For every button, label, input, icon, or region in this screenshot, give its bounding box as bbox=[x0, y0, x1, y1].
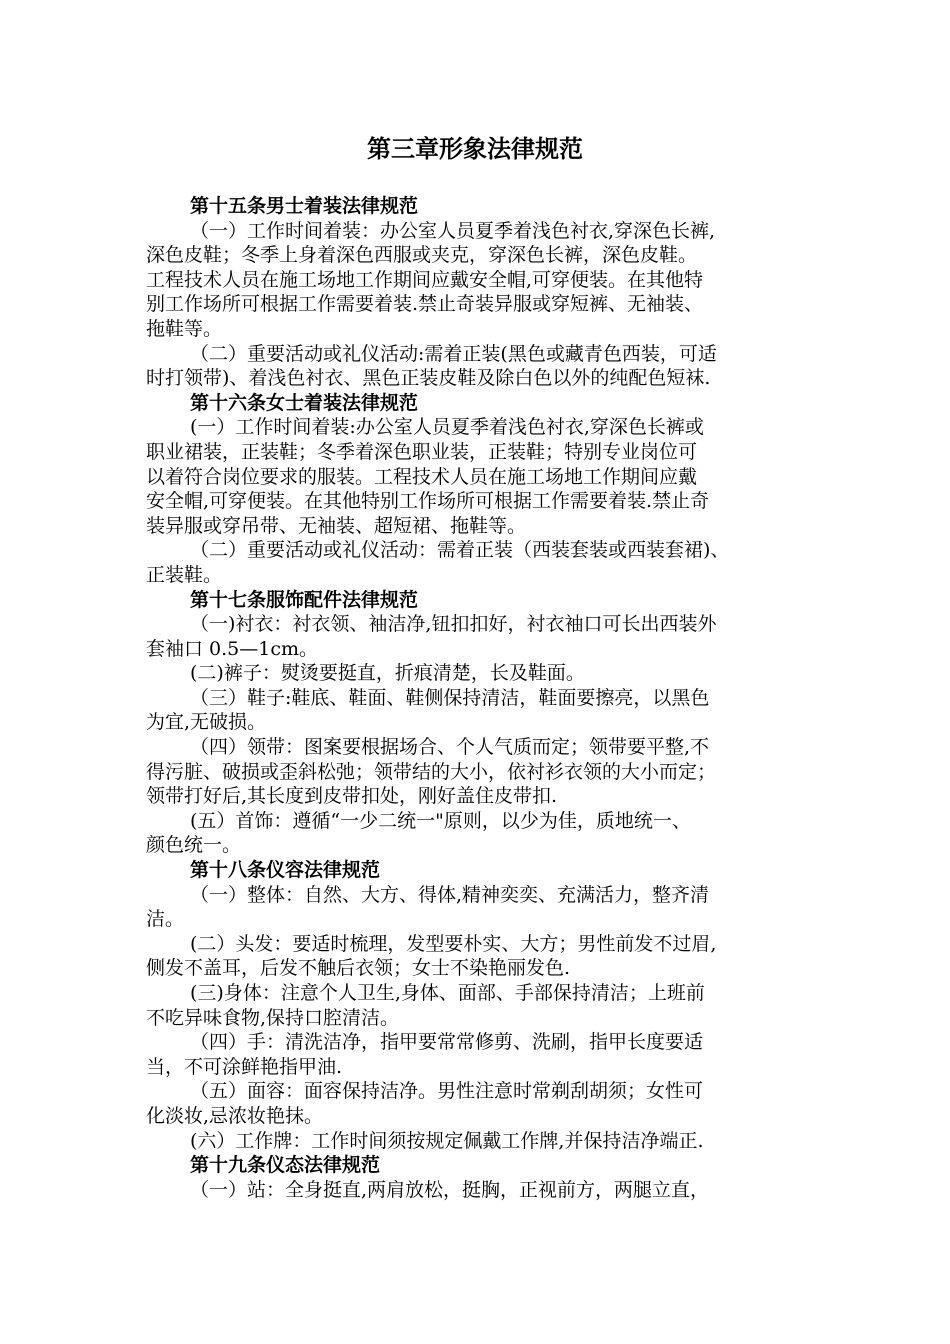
paragraph-line: 安全帽,可穿便装。在其他特别工作场所可根据工作需要着装.禁止奇 bbox=[146, 490, 710, 513]
paragraph-line: 得污脏、破损或歪斜松弛；领带结的大小，依衬衫衣领的大小而定； bbox=[146, 760, 717, 783]
paragraph-line: （三）鞋子:鞋底、鞋面、鞋侧保持清洁，鞋面要擦亮，以黑色 bbox=[190, 686, 710, 709]
paragraph-line: (六）工作牌：工作时间须按规定佩戴工作牌,并保持洁净端正. bbox=[190, 1129, 704, 1152]
paragraph-line: 为宜,无破损。 bbox=[146, 711, 267, 734]
paragraph-line: （四）手：清洗洁净，指甲要常常修剪、洗刷，指甲长度要适 bbox=[190, 1031, 704, 1054]
paragraph-line: 颜色统一。 bbox=[146, 834, 242, 857]
paragraph-line: 正装鞋。 bbox=[146, 563, 223, 586]
paragraph-line: 装异服或穿吊带、无袖装、超短裙、拖鞋等。 bbox=[146, 514, 527, 537]
article-19-heading: 第十九条仪态法律规范 bbox=[190, 1154, 381, 1177]
paragraph-line: (二）头发：要适时梳理，发型要朴实、大方；男性前发不过眉, bbox=[190, 932, 717, 955]
paragraph-line: （二）重要活动或礼仪活动:需着正装(黑色或藏青色西装，可适 bbox=[190, 342, 717, 365]
paragraph-line: (三)身体：注意个人卫生,身体、面部、手部保持清洁；上班前 bbox=[190, 982, 705, 1004]
chapter-title: 第三章形象法律规范 bbox=[367, 134, 583, 163]
paragraph-line: 深色皮鞋；冬季上身着深色西服或夹克，穿深色长裤，深色皮鞋。 bbox=[146, 244, 698, 267]
paragraph-line: 不吃异味食物,保持口腔清洁。 bbox=[146, 1006, 400, 1029]
paragraph-line: （一）工作时间着装：办公室人员夏季着浅色衬衣,穿深色长裤, bbox=[190, 219, 716, 242]
paragraph-line: (一）工作时间着装:办公室人员夏季着浅色衬衣,穿深色长裤或 bbox=[190, 416, 704, 439]
document-body bbox=[146, 194, 826, 1202]
paragraph-line: 职业裙装，正装鞋；冬季着深色职业装，正装鞋；特别专业岗位可 bbox=[146, 440, 698, 463]
paragraph-line: （一)衬衣：衬衣领、袖洁净,钮扣扣好，衬衣袖口可长出西装外 bbox=[190, 613, 717, 636]
paragraph-line: 以着符合岗位要求的服装。工程技术人员在施工场地工作期间应戴 bbox=[146, 465, 698, 488]
paragraph-line: （一）整体：自然、大方、得体,精神奕奕、充满活力，整齐清 bbox=[190, 883, 710, 906]
paragraph-line: （二）重要活动或礼仪活动：需着正装（西装套装或西装套裙)、 bbox=[190, 539, 730, 562]
paragraph-line: 侧发不盖耳，后发不触后衣领；女士不染艳丽发色. bbox=[146, 957, 571, 980]
article-16-heading: 第十六条女士着装法律规范 bbox=[190, 391, 419, 414]
paragraph-line: 别工作场所可根据工作需要着装.禁止奇装异服或穿短裤、无袖装、 bbox=[146, 293, 704, 316]
article-18-heading: 第十八条仪容法律规范 bbox=[190, 859, 381, 882]
paragraph-line: （一）站：全身挺直,两肩放松，挺胸，正视前方，两腿立直， bbox=[190, 1178, 710, 1201]
paragraph-line: 洁。 bbox=[146, 908, 185, 931]
article-15-heading: 第十五条男士着装法律规范 bbox=[190, 195, 419, 217]
paragraph-line: (五）首饰：遵循“一少二统一"原则，以少为佳，质地统一、 bbox=[190, 809, 691, 832]
article-17-heading: 第十七条服饰配件法律规范 bbox=[190, 588, 419, 611]
paragraph-line: （五）面容：面容保持洁净。男性注意时常剃刮胡须；女性可 bbox=[190, 1080, 704, 1103]
paragraph-line: (二)裤子：熨烫要挺直，折痕清楚，长及鞋面。 bbox=[190, 662, 585, 685]
paragraph-line: 套袖口 0.5—1cm。 bbox=[146, 637, 319, 660]
paragraph-line: 拖鞋等。 bbox=[146, 317, 223, 340]
paragraph-line: 化淡妆,忌浓妆艳抹。 bbox=[146, 1104, 324, 1127]
paragraph-line: 时打领带)、着浅色衬衣、黑色正装皮鞋及除白色以外的纯配色短袜. bbox=[146, 367, 711, 390]
paragraph-line: （四）领带：图案要根据场合、个人气质而定；领带要平整,不 bbox=[190, 736, 710, 759]
paragraph-line: 领带打好后,其长度到皮带扣处，刚好盖住皮带扣. bbox=[146, 785, 558, 808]
paragraph-line: 当，不可涂鲜艳指甲油. bbox=[146, 1055, 343, 1078]
paragraph-line: 工程技术人员在施工场地工作期间应戴安全帽,可穿便装。在其他特 bbox=[146, 268, 704, 291]
